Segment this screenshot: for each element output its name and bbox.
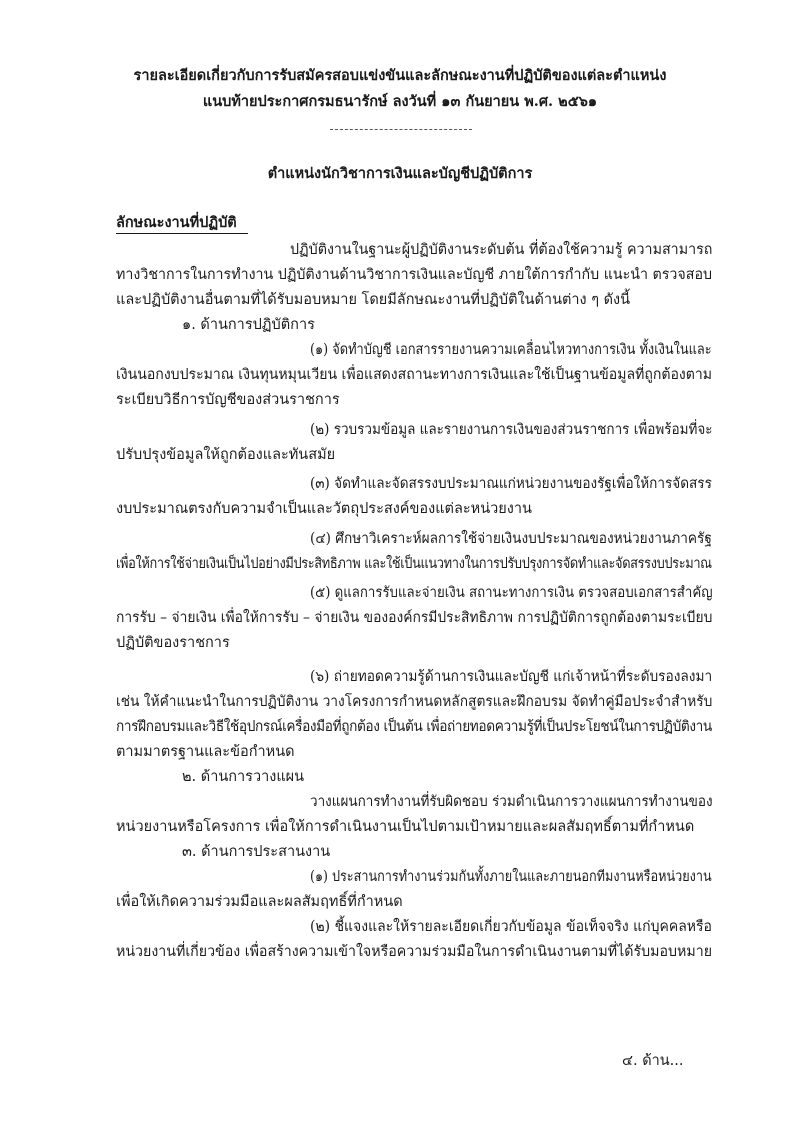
- body-line: (๒) รวบรวมข้อมูล และรายงานการเงินของส่วนราชการ เพื่อพร้อมที่จะ: [310, 422, 713, 438]
- body-line: (๑) จัดทำบัญชี เอกสารรายงานความเคลื่อนไหวทางการเงิน ทั้งเงินในและ: [310, 342, 712, 358]
- body-line: ปฏิบัติของราชการ: [116, 635, 230, 651]
- section-heading: ลักษณะงานที่ปฏิบัติ: [116, 214, 237, 231]
- position-title: ตำแหน่งนักวิชาการเงินและบัญชีปฏิบัติการ: [267, 165, 533, 182]
- section-heading-underline: [116, 233, 248, 234]
- body-line: งบประมาณตรงกับความจำเป็นและวัตถุประสงค์ของแต่ละหน่วยงาน: [116, 501, 532, 517]
- body-line: ระเบียบวิธีการบัญชีของส่วนราชการ: [116, 392, 340, 408]
- list-heading-operations: ๑. ด้านการปฏิบัติการ: [182, 317, 315, 333]
- document-title-line-1: รายละเอียดเกี่ยวกับการรับสมัครสอบแข่งขันและลักษณะงานที่ปฏิบัติของแต่ละตำแหน่ง: [133, 67, 667, 84]
- body-line: (๔) ศึกษาวิเคราะห์ผลการใช้จ่ายเงินงบประมาณของหน่วยงานภาครัฐ: [310, 531, 712, 547]
- body-line: ปรับปรุงข้อมูลให้ถูกต้องและทันสมัย: [116, 447, 336, 463]
- body-line: หน่วยงานที่เกี่ยวข้อง เพื่อสร้างความเข้าใจหรือความร่วมมือในการดำเนินงานตามที่ได้รับมอบหมาย: [116, 944, 713, 960]
- body-line: (๕) ดูแลการรับและจ่ายเงิน สถานะทางการเงิน ตรวจสอบเอกสารสำคัญ: [310, 585, 713, 601]
- list-heading-coordination: ๓. ด้านการประสานงาน: [182, 844, 331, 860]
- continuation-marker: ๔. ด้าน...: [622, 1053, 684, 1069]
- list-heading-planning: ๒. ด้านการวางแผน: [182, 769, 305, 785]
- title-divider: [330, 129, 472, 130]
- document-title-line-2: แนบท้ายประกาศกรมธนารักษ์ ลงวันที่ ๑๓ กันยายน พ.ศ. ๒๕๖๑: [202, 93, 598, 110]
- body-line: หน่วยงานหรือโครงการ เพื่อให้การดำเนินงานเป็นไปตามเป้าหมายและผลสัมฤทธิ์ตามที่กำหนด: [116, 819, 695, 835]
- body-line: ทางวิชาการในการทำงาน ปฏิบัติงานด้านวิชาการเงินและบัญชี ภายใต้การกำกับ แนะนำ ตรวจสอบ: [116, 267, 713, 283]
- body-line: (๒) ชี้แจงและให้รายละเอียดเกี่ยวกับข้อมูล ข้อเท็จจริง แก่บุคคลหรือ: [310, 919, 712, 935]
- body-line: การฝึกอบรมและวิธีใช้อุปกรณ์เครื่องมือที่ถูกต้อง เป็นต้น เพื่อถ่ายทอดความรู้ที่เป็นประโยชน์ในการปฏิบัติงาน: [116, 719, 712, 735]
- body-line: ตามมาตรฐานและข้อกำหนด: [116, 744, 295, 760]
- body-line: (๓) จัดทำและจัดสรรงบประมาณแก่หน่วยงานของรัฐเพื่อให้การจัดสรร: [310, 476, 712, 492]
- body-line: (๑) ประสานการทำงานร่วมกันทั้งภายในและภายนอกทีมงานหรือหน่วยงาน: [310, 869, 712, 885]
- body-line: เพื่อให้เกิดความร่วมมือและผลสัมฤทธิ์ที่กำหนด: [116, 894, 403, 910]
- body-line: (๖) ถ่ายทอดความรู้ด้านการเงินและบัญชี แก่เจ้าหน้าที่ระดับรองลงมา: [310, 669, 713, 685]
- body-line: เพื่อให้การใช้จ่ายเงินเป็นไปอย่างมีประสิทธิภาพ และใช้เป็นแนวทางในการปรับปรุงการจัดทำและจัดสรรงบประมาณ: [116, 556, 712, 572]
- body-line: วางแผนการทำงานที่รับผิดชอบ ร่วมดำเนินการวางแผนการทำงานของ: [310, 794, 713, 810]
- body-line: การรับ – จ่ายเงิน เพื่อให้การรับ – จ่ายเงิน ขององค์กรมีประสิทธิภาพ การปฏิบัติการถูกต้องตามระเบียบ: [116, 610, 713, 626]
- body-line: ปฏิบัติงานในฐานะผู้ปฏิบัติงานระดับต้น ที่ต้องใช้ความรู้ ความสามารถ: [290, 242, 713, 258]
- body-line: และปฏิบัติงานอื่นตามที่ได้รับมอบหมาย โดยมีลักษณะงานที่ปฏิบัติในด้านต่าง ๆ ดังนี้: [116, 292, 631, 308]
- body-line: เงินนอกงบประมาณ เงินทุนหมุนเวียน เพื่อแสดงสถานะทางการเงินและใช้เป็นฐานข้อมูลที่ถูกต้องตาม: [116, 367, 713, 383]
- body-line: เช่น ให้คำแนะนำในการปฏิบัติงาน วางโครงการกำหนดหลักสูตรและฝึกอบรม จัดทำคู่มือประจำสำหรับ: [116, 694, 713, 710]
